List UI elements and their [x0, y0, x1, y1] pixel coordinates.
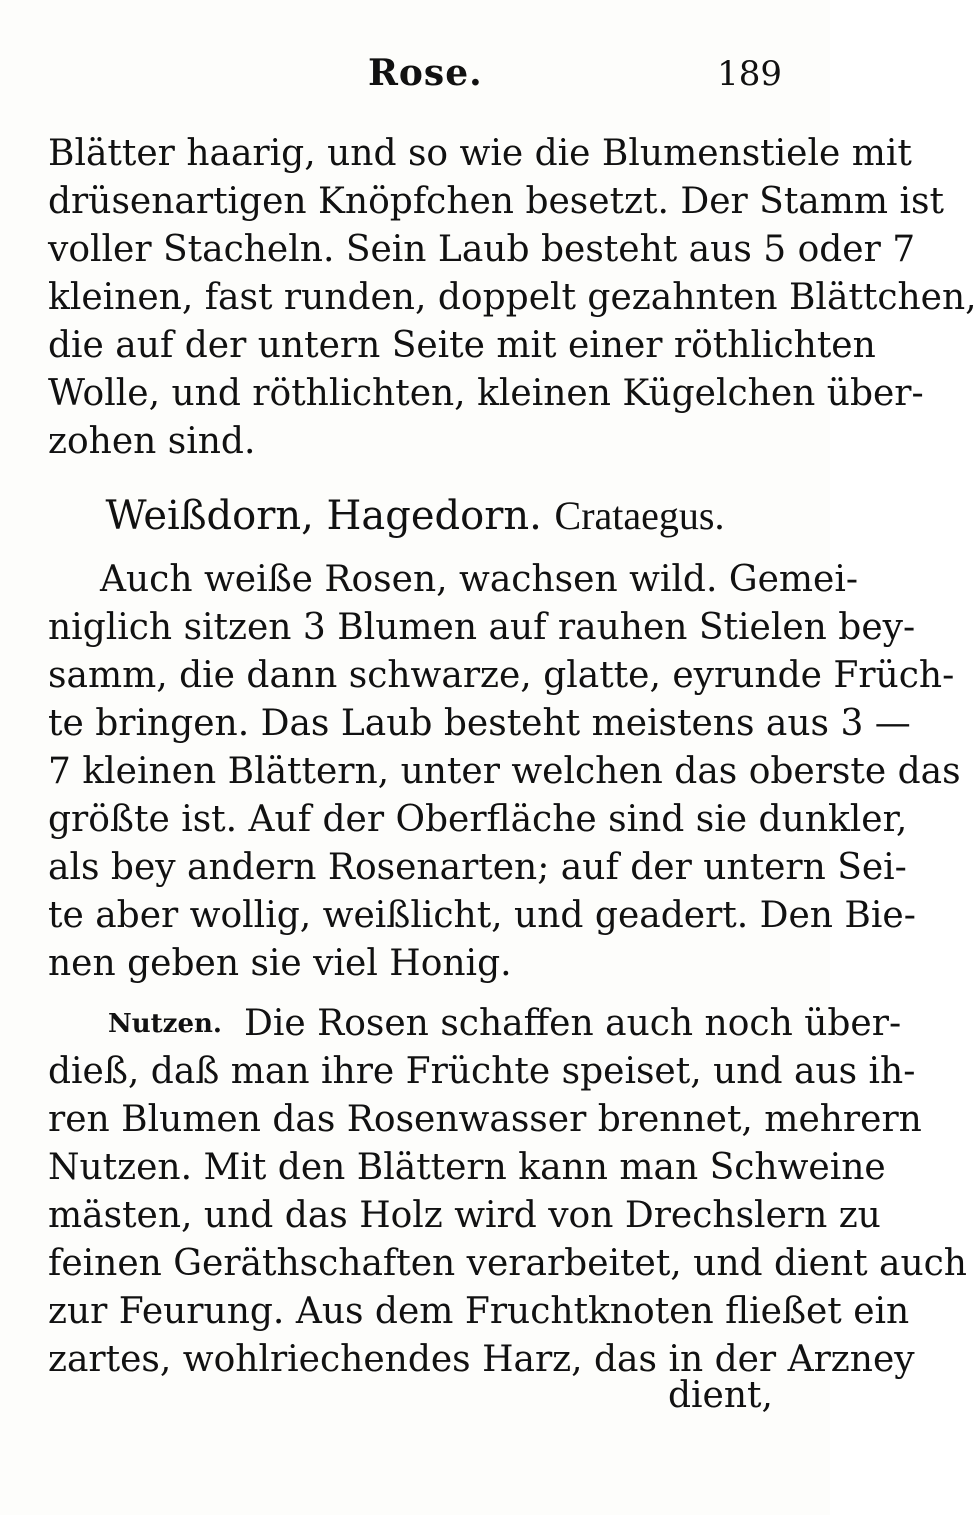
text-line: kleinen, fast runden, doppelt gezahnten Blättchen,: [48, 277, 977, 318]
text-line: nen geben sie viel Honig.: [48, 943, 512, 984]
catchword: dient,: [668, 1375, 773, 1416]
text-line: te bringen. Das Laub besteht meistens aus 3 —: [48, 703, 911, 744]
text-line: zur Feurung. Aus dem Fruchtknoten fließet ein: [48, 1291, 910, 1332]
running-head: [0, 52, 830, 102]
text-line: voller Stacheln. Sein Laub besteht aus 5 oder 7: [48, 229, 916, 270]
text-line: 7 kleinen Blättern, unter welchen das oberste das: [48, 751, 961, 792]
text-line: niglich sitzen 3 Blumen auf rauhen Stielen bey-: [48, 607, 916, 648]
page-number: 189: [717, 54, 782, 94]
text-line: zohen sind.: [48, 421, 256, 462]
text-line: die auf der untern Seite mit einer röthlichten: [48, 325, 876, 366]
text-line: dieß, daß man ihre Früchte speiset, und aus ih-: [48, 1051, 916, 1092]
text-line: Nutzen. Mit den Blättern kann man Schweine: [48, 1147, 886, 1188]
heading-german: Weißdorn, Hagedorn.: [105, 493, 542, 539]
text-line: Wolle, und röthlichten, kleinen Kügelchen über-: [48, 373, 924, 414]
text-line: mästen, und das Holz wird von Drechslern zu: [48, 1195, 881, 1236]
heading-latin: Crataegus.: [554, 493, 725, 538]
text-line: Die Rosen schaffen auch noch über-: [244, 1003, 902, 1044]
text-line: Blätter haarig, und so wie die Blumenstiele mit: [48, 133, 912, 174]
section-heading: [0, 488, 830, 544]
margin-note: Nutzen.: [108, 1009, 222, 1039]
text-line: ren Blumen das Rosenwasser brennet, mehrern: [48, 1099, 922, 1140]
text-line: samm, die dann schwarze, glatte, eyrunde Früch-: [48, 655, 955, 696]
text-line: zartes, wohlriechendes Harz, das in der Arzney: [48, 1339, 915, 1380]
text-line: als bey andern Rosenarten; auf der untern Sei-: [48, 847, 907, 888]
text-line: größte ist. Auf der Oberfläche sind sie dunkler,: [48, 799, 908, 840]
text-line: feinen Geräthschaften verarbeitet, und dient auch: [48, 1243, 967, 1284]
text-line: te aber wollig, weißlicht, und geadert. Den Bie-: [48, 895, 916, 936]
text-line: Auch weiße Rosen, wachsen wild. Gemei-: [100, 559, 859, 600]
running-title: Rose.: [368, 52, 483, 94]
text-line: drüsenartigen Knöpfchen besetzt. Der Stamm ist: [48, 181, 944, 222]
